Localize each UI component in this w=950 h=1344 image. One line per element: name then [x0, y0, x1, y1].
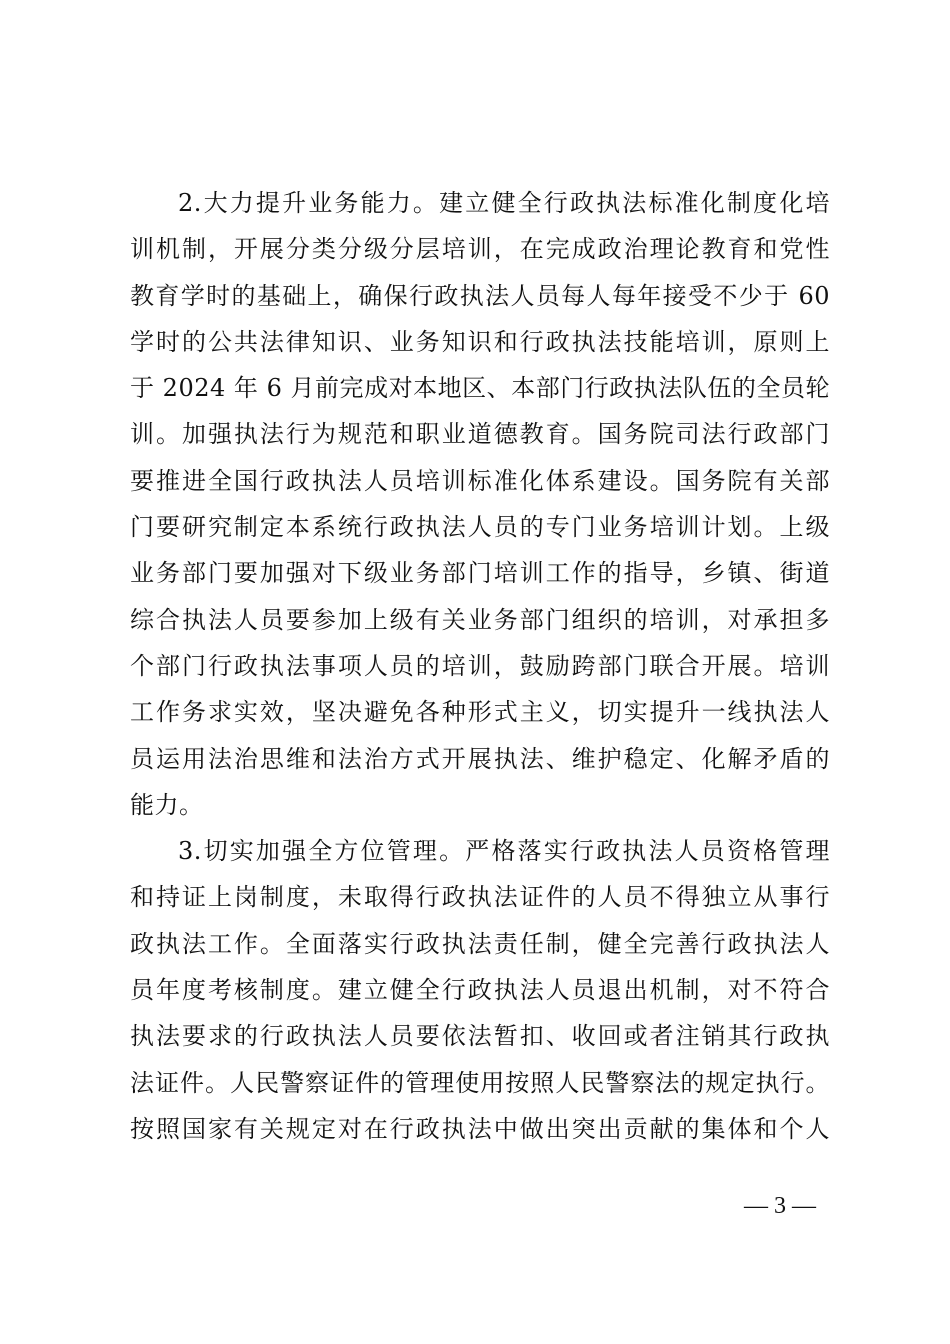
paragraph-3-line: 法证件。人民警察证件的管理使用按照人民警察法的规定执行。 [130, 1068, 830, 1097]
paragraph-2-line: 能力。 [130, 790, 204, 819]
paragraph-3-line: 按照国家有关规定对在行政执法中做出突出贡献的集体和个人 [130, 1114, 830, 1143]
paragraph-3-line: 员年度考核制度。建立健全行政执法人员退出机制，对不符合 [130, 976, 830, 1005]
paragraph-2-line: 员运用法治思维和法治方式开展执法、维护稳定、化解矛盾的 [130, 744, 830, 773]
paragraph-2-line: 门要研究制定本系统行政执法人员的专门业务培训计划。上级 [130, 513, 830, 542]
paragraph-2-line: 要推进全国行政执法人员培训标准化体系建设。国务院有关部 [130, 466, 830, 495]
paragraph-2-line: 工作务求实效，坚决避免各种形式主义，切实提升一线执法人 [130, 698, 830, 727]
paragraph-2-line: 教育学时的基础上，确保行政执法人员每人每年接受不少于 60 [130, 281, 830, 310]
body-text [130, 180, 830, 1152]
paragraph-3-line: 政执法工作。全面落实行政执法责任制，健全完善行政执法人 [130, 929, 830, 958]
paragraph-3-line: 执法要求的行政执法人员要依法暂扣、收回或者注销其行政执 [130, 1022, 830, 1051]
paragraph-2-line: 个部门行政执法事项人员的培训，鼓励跨部门联合开展。培训 [130, 651, 830, 680]
paragraph-2-line: 于 2024 年 6 月前完成对本地区、本部门行政执法队伍的全员轮 [130, 374, 830, 403]
paragraph-2-line: 训。加强执法行为规范和职业道德教育。国务院司法行政部门 [130, 420, 830, 449]
paragraph-3-line: 和持证上岗制度，未取得行政执法证件的人员不得独立从事行 [130, 883, 830, 912]
paragraph-2-line: 综合执法人员要参加上级有关业务部门组织的培训，对承担多 [130, 605, 830, 634]
paragraph-2-line: 训机制，开展分类分级分层培训，在完成政治理论教育和党性 [130, 235, 830, 264]
paragraph-2-line: 学时的公共法律知识、业务知识和行政执法技能培训，原则上 [130, 327, 830, 356]
paragraph-3-line: 3.切实加强全方位管理。严格落实行政执法人员资格管理 [178, 837, 830, 866]
paragraph-2-line: 业务部门要加强对下级业务部门培训工作的指导，乡镇、街道 [130, 559, 830, 588]
page-number: — 3 — [744, 1193, 816, 1219]
paragraph-2-line: 2.大力提升业务能力。建立健全行政执法标准化制度化培 [178, 189, 830, 217]
